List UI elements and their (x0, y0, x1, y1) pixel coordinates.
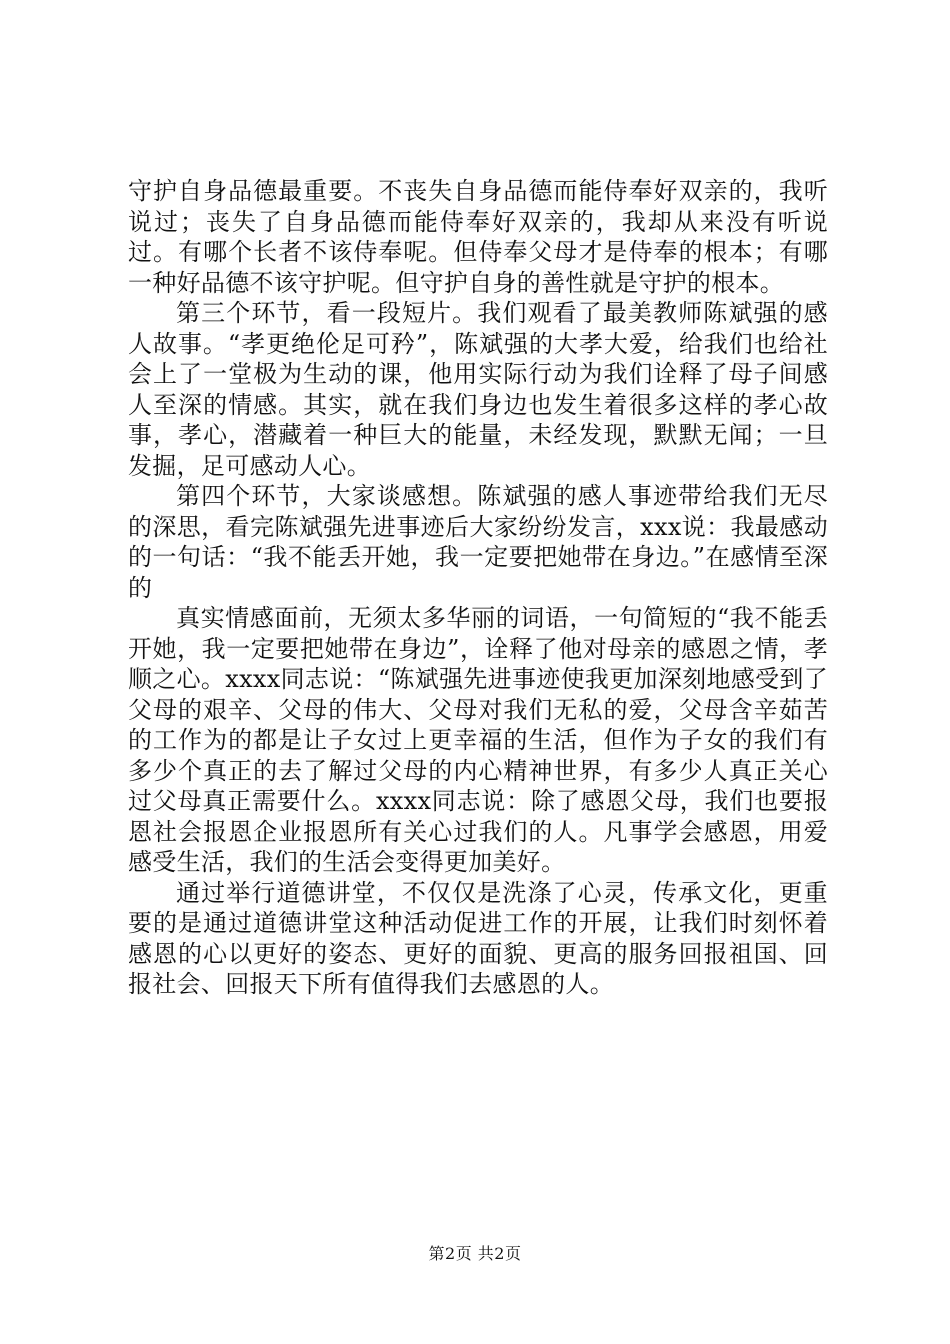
document-body (128, 176, 828, 1000)
paragraph-4: 真实情感面前，无须太多华丽的词语，一句简短的“我不能丢开她，我一定要把她带在身边”，诠释了他对母亲的感恩之情，孝顺之心。xxxx同志说：“陈斌强先进事迹使我更加深刻地感受到了父母的艰辛、父母的伟大、父母对我们无私的爱，父母含辛茹苦的工作为的都是让子女过上更幸福的生活，但作为子女的我们有多少个真正的去了解过父母的内心精神世界，有多少人真正关心过父母真正需要什么。xxxx同志说：除了感恩父母，我们也要报恩社会报恩企业报恩所有关心过我们的人。凡事学会感恩，用爱感受生活，我们的生活会变得更加美好。 (128, 604, 828, 876)
paragraph-1: 守护自身品德最重要。不丧失自身品德而能侍奉好双亲的，我听说过；丧失了自身品德而能侍奉好双亲的，我却从来没有听说过。有哪个长者不该侍奉呢。但侍奉父母才是侍奉的根本；有哪一种好品德不该守护呢。但守护自身的善性就是守护的根本。 (128, 177, 828, 297)
paragraph-3: 第四个环节，大家谈感想。陈斌强的感人事迹带给我们无尽的深思，看完陈斌强先进事迹后大家纷纷发言，xxx说：我最感动的一句话：“我不能丢开她，我一定要把她带在身边。”在感情至深的 (128, 482, 828, 602)
page-number-footer: 第2页 共2页 (428, 1244, 522, 1263)
paragraph-5: 通过举行道德讲堂，不仅仅是洗涤了心灵，传承文化，更重要的是通过道德讲堂这种活动促进工作的开展，让我们时刻怀着感恩的心以更好的姿态、更好的面貌、更高的服务回报祖国、回报社会、回报天下所有值得我们去感恩的人。 (128, 878, 828, 998)
paragraph-2: 第三个环节，看一段短片。我们观看了最美教师陈斌强的感人故事。“孝更绝伦足可矜”，陈斌强的大孝大爱，给我们也给社会上了一堂极为生动的课，他用实际行动为我们诠释了母子间感人至深的情感。其实，就在我们身边也发生着很多这样的孝心故事，孝心，潜藏着一种巨大的能量，未经发现，默默无闻；一旦发掘，足可感动人心。 (128, 299, 828, 480)
